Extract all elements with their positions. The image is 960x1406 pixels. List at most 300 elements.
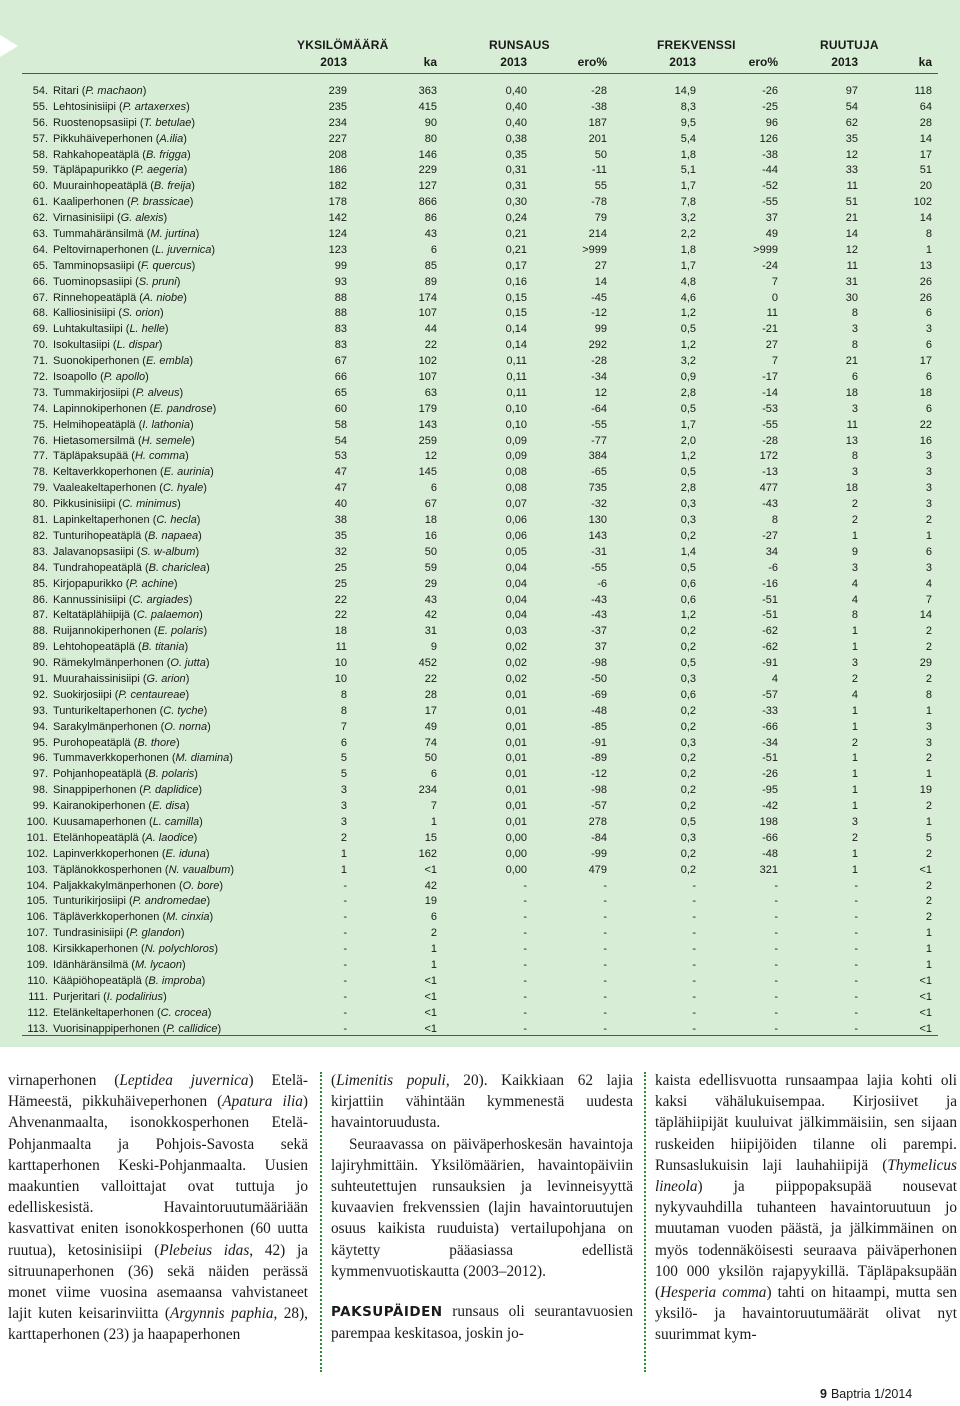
squares-2013: - [854, 943, 858, 956]
species-name [53, 640, 188, 656]
frequency-2013: 0,5 [680, 402, 696, 415]
common-name: Vaaleakeltaperhonen ( [53, 482, 163, 495]
closing-paren: ) [163, 212, 168, 225]
squares-2013: 11 [846, 259, 858, 272]
abundance-diff: 50 [594, 148, 607, 161]
row-number: 69. [32, 323, 48, 336]
species-name [53, 672, 189, 688]
closing-paren: ) [198, 784, 203, 797]
frequency-2013: 1,7 [680, 259, 696, 272]
frequency-2013: 0,3 [680, 498, 696, 511]
frequency-diff: -42 [762, 800, 778, 813]
abundance-2013: 0,17 [505, 259, 527, 272]
common-name: Etelänkeltaperhonen ( [53, 1006, 161, 1019]
count-2013: 142 [328, 212, 347, 225]
text-segment: ) Etelä-Hämeestä, pikkuhäiveperhonen ( [8, 1072, 309, 1111]
closing-paren: ) [158, 339, 163, 352]
frequency-diff: -62 [762, 641, 778, 654]
frequency-2013: 2,2 [680, 228, 696, 241]
frequency-2013: - [692, 895, 696, 908]
abundance-2013: 0,21 [505, 243, 527, 256]
count-avg: 50 [424, 545, 437, 558]
table-row [0, 942, 960, 958]
row-number: 94. [32, 720, 48, 733]
count-2013: 1 [340, 863, 347, 876]
count-avg: 50 [424, 752, 437, 765]
count-avg: 89 [424, 275, 437, 288]
abundance-diff: 479 [588, 863, 607, 876]
table-row [0, 354, 960, 370]
latin-name: C. hecla [156, 514, 197, 527]
closing-paren: ) [163, 990, 167, 1003]
squares-2013: 3 [851, 402, 858, 415]
squares-2013: - [854, 879, 858, 892]
table-row [0, 402, 960, 418]
species-name [53, 481, 207, 497]
row-number: 104. [26, 879, 48, 892]
abundance-diff: - [603, 1006, 607, 1019]
latin-name: O. jutta [170, 657, 206, 670]
table-row [0, 449, 960, 465]
row-number: 111. [28, 990, 48, 1003]
count-avg: 1 [430, 815, 437, 828]
count-avg: 107 [418, 371, 437, 384]
frequency-diff: - [774, 895, 778, 908]
table-row [0, 751, 960, 767]
abundance-2013: 0,21 [505, 228, 527, 241]
squares-avg: <1 [919, 1022, 932, 1035]
abundance-diff: -91 [591, 736, 607, 749]
abundance-2013: 0,14 [505, 339, 527, 352]
row-number: 84. [32, 561, 48, 574]
frequency-2013: 0,9 [680, 371, 696, 384]
latin-name: E. pandrose [153, 402, 213, 415]
species-name [53, 338, 162, 354]
squares-2013: 2 [851, 672, 858, 685]
frequency-2013: 0,3 [680, 514, 696, 527]
count-2013: 60 [334, 402, 347, 415]
abundance-diff: -31 [591, 545, 607, 558]
row-number: 105. [26, 895, 48, 908]
closing-paren: ) [145, 371, 149, 384]
count-avg: 415 [418, 100, 437, 113]
abundance-diff: - [603, 911, 607, 924]
species-name [53, 291, 187, 307]
table-row [0, 783, 960, 799]
frequency-diff: - [774, 879, 778, 892]
table-row [0, 84, 960, 100]
squares-avg: 2 [925, 911, 932, 924]
table-row [0, 434, 960, 450]
row-number: 60. [32, 180, 48, 193]
frequency-diff: 8 [771, 514, 778, 527]
species-name [53, 1006, 211, 1022]
squares-avg: 3 [925, 736, 932, 749]
closing-paren: ) [207, 1006, 212, 1019]
abundance-2013: 0,40 [505, 100, 527, 113]
species-name [53, 847, 210, 863]
species-name [53, 163, 187, 179]
frequency-2013: 1,2 [680, 609, 696, 622]
text-segment: kaista edellisvuotta runsaampaa lajia kohti oli kaksi vähälukuisempaa. Kirjosiivet ja täplähiipijät kuuluivat jälkimmäisiin, sen sijaan ruskeiden hiipijöiden tilanne oli parempi. Runsaslukuisin laji lauhahiipijä ( [655, 1072, 957, 1174]
species-name [53, 688, 189, 704]
row-number: 88. [32, 625, 48, 638]
common-name: Ruostenopsasiipi ( [53, 116, 144, 129]
header-frekvenssi: FREKVENSSI [657, 38, 736, 52]
abundance-diff: 735 [588, 482, 607, 495]
count-2013: 6 [340, 736, 347, 749]
frequency-2013: 0,2 [680, 752, 696, 765]
frequency-2013: 8,3 [680, 100, 696, 113]
closing-paren: ) [219, 879, 223, 892]
species-name [53, 386, 183, 402]
row-number: 75. [32, 418, 48, 431]
frequency-diff: 7 [771, 275, 778, 288]
frequency-diff: -55 [762, 418, 778, 431]
count-2013: 186 [328, 164, 347, 177]
latin-name: Apatura ilia [222, 1093, 303, 1111]
count-2013: 5 [340, 768, 347, 781]
species-name [53, 815, 203, 831]
species-name [53, 783, 202, 799]
count-avg: 229 [418, 164, 437, 177]
common-name: Tummaverkkoperhonen ( [53, 752, 176, 765]
latin-name: M. diamina [175, 752, 230, 765]
frequency-diff: - [774, 943, 778, 956]
species-name [53, 751, 233, 767]
squares-2013: 14 [845, 228, 858, 241]
species-name [53, 211, 167, 227]
squares-avg: 3 [925, 561, 932, 574]
abundance-2013: 0,01 [505, 784, 527, 797]
squares-2013: 1 [851, 625, 858, 638]
count-2013: 239 [328, 85, 347, 97]
squares-2013: - [854, 911, 858, 924]
squares-2013: - [854, 927, 858, 940]
squares-avg: <1 [919, 990, 932, 1003]
frequency-diff: 126 [759, 132, 778, 145]
squares-avg: 19 [919, 784, 932, 797]
squares-avg: 6 [925, 339, 932, 352]
abundance-2013: - [523, 1022, 527, 1035]
squares-2013: 18 [845, 386, 858, 399]
species-name [53, 434, 195, 450]
abundance-diff: -37 [591, 625, 607, 638]
latin-name: Limenitis populi [336, 1072, 446, 1089]
table-row [0, 624, 960, 640]
abundance-2013: 0,04 [505, 593, 527, 606]
squares-avg: <1 [919, 974, 932, 987]
frequency-diff: 4 [771, 672, 778, 685]
abundance-diff: -34 [591, 371, 607, 384]
table-row [0, 116, 960, 132]
row-number: 113. [27, 1022, 48, 1035]
latin-name: P. machaon [85, 85, 143, 97]
abundance-2013: - [523, 958, 527, 971]
count-2013: 32 [334, 545, 347, 558]
abundance-2013: 0,09 [505, 434, 527, 447]
frequency-diff: 27 [765, 339, 778, 352]
squares-2013: 4 [851, 577, 858, 590]
squares-avg: 13 [919, 259, 932, 272]
squares-avg: 28 [919, 116, 932, 129]
count-avg: 18 [424, 514, 437, 527]
count-avg: 107 [418, 307, 437, 320]
frequency-diff: -52 [762, 180, 778, 193]
species-name [53, 561, 210, 577]
species-name [53, 624, 207, 640]
row-number: 63. [32, 228, 48, 241]
squares-avg: 3 [925, 720, 932, 733]
frequency-2013: 2,8 [680, 386, 696, 399]
table-row [0, 179, 960, 195]
count-avg: 67 [424, 498, 437, 511]
latin-name: N. vaualbum [168, 863, 231, 876]
common-name: Suokirjosiipi ( [53, 688, 119, 701]
count-avg: 74 [424, 736, 437, 749]
squares-avg: 3 [925, 466, 932, 479]
closing-paren: ) [186, 100, 190, 113]
frequency-2013: 0,6 [680, 688, 696, 701]
table-row [0, 688, 960, 704]
table-body [0, 84, 960, 1037]
common-name: Tuominopsasiipi ( [53, 275, 139, 288]
squares-avg: 2 [925, 514, 932, 527]
table-row [0, 465, 960, 481]
count-2013: 53 [334, 450, 347, 463]
latin-name: M. jurtina [150, 228, 196, 241]
closing-paren: ) [180, 927, 185, 940]
frequency-diff: - [774, 927, 778, 940]
count-avg: 31 [424, 625, 437, 638]
species-name [53, 195, 193, 211]
squares-avg: 14 [919, 609, 932, 622]
frequency-diff: >999 [753, 243, 778, 256]
abundance-2013: 0,14 [505, 323, 527, 336]
table-row [0, 894, 960, 910]
subheader-ka: ka [918, 55, 932, 69]
count-2013: 8 [340, 688, 347, 701]
squares-2013: 51 [845, 196, 858, 209]
frequency-diff: -95 [762, 784, 778, 797]
squares-2013: 18 [845, 482, 858, 495]
latin-name: C. crocea [160, 1006, 208, 1019]
species-name [53, 449, 189, 465]
page-number: 9 [820, 1387, 827, 1401]
squares-avg: 6 [925, 545, 932, 558]
closing-paren: ) [209, 911, 214, 924]
latin-name: E. disa [152, 800, 186, 813]
row-number: 86. [32, 593, 48, 606]
latin-name: B. thore [137, 736, 176, 749]
common-name: Etelänhopeatäplä ( [53, 831, 146, 844]
row-number: 82. [32, 529, 48, 542]
table-row [0, 322, 960, 338]
abundance-2013: 0,01 [505, 752, 527, 765]
count-2013: 25 [334, 577, 347, 590]
count-2013: 88 [334, 307, 347, 320]
species-name [53, 402, 216, 418]
frequency-diff: 49 [765, 228, 778, 241]
closing-paren: ) [212, 402, 217, 415]
count-2013: - [343, 943, 347, 956]
row-number: 83. [32, 545, 48, 558]
squares-avg: 29 [919, 657, 932, 670]
table-row [0, 132, 960, 148]
table-row [0, 990, 960, 1006]
latin-name: P. alveus [135, 386, 180, 399]
frequency-2013: - [692, 1022, 696, 1035]
common-name: Tummakirjosiipi ( [53, 386, 136, 399]
squares-2013: 6 [851, 371, 858, 384]
common-name: Ritari ( [53, 85, 86, 97]
row-number: 55. [32, 100, 48, 113]
closing-paren: ) [198, 529, 202, 542]
count-2013: 3 [340, 784, 347, 797]
squares-2013: 21 [845, 212, 858, 225]
count-avg: 49 [424, 720, 437, 733]
abundance-diff: 79 [594, 212, 607, 225]
latin-name: L. dispar [116, 339, 159, 352]
count-avg: 145 [418, 466, 437, 479]
latin-name: T. betulae [143, 116, 192, 129]
frequency-diff: -55 [762, 196, 778, 209]
count-2013: 66 [334, 371, 347, 384]
row-number: 89. [32, 641, 48, 654]
count-avg: 7 [430, 800, 437, 813]
common-name: Täplänokkosperhonen ( [53, 863, 169, 876]
latin-name: Leptidea juvernica [119, 1072, 249, 1089]
common-name: Jalavanopsasiipi ( [53, 545, 141, 558]
row-number: 64. [32, 243, 48, 256]
count-avg: 6 [430, 768, 437, 781]
table-row [0, 497, 960, 513]
latin-name: P. daplidice [142, 784, 199, 797]
squares-avg: 3 [925, 323, 932, 336]
common-name: Tunturikeltaperhonen ( [53, 704, 164, 717]
closing-paren: ) [185, 688, 190, 701]
abundance-diff: -65 [591, 466, 607, 479]
common-name: Isoapollo ( [53, 371, 104, 384]
row-number: 62. [32, 212, 48, 225]
abundance-diff: -32 [591, 498, 607, 511]
row-number: 79. [32, 482, 48, 495]
frequency-2013: 0,3 [680, 672, 696, 685]
count-2013: 11 [335, 641, 347, 654]
squares-2013: 1 [851, 800, 858, 813]
count-avg: 234 [418, 784, 437, 797]
common-name: Idänhäränsilmä ( [53, 958, 135, 971]
row-number: 66. [32, 275, 48, 288]
table-row [0, 958, 960, 974]
row-number: 59. [32, 164, 48, 177]
squares-2013: 2 [851, 831, 858, 844]
abundance-diff: - [603, 927, 607, 940]
closing-paren: ) [217, 1022, 222, 1035]
closing-paren: ) [205, 657, 210, 670]
common-name: Kirjopapurikko ( [53, 577, 130, 590]
count-avg: 146 [418, 148, 437, 161]
common-name: Lapinkeltaperhonen ( [53, 514, 157, 527]
closing-paren: ) [203, 482, 207, 495]
frequency-2013: 1,2 [680, 450, 696, 463]
abundance-2013: 0,24 [505, 212, 527, 225]
species-name [53, 370, 149, 386]
text-segment: , 20). Kaikkiaan 62 lajia kirjattiin vähintään kymmenestä uudesta havaintoruudusta. [331, 1072, 633, 1132]
squares-2013: 13 [845, 434, 858, 447]
species-name [53, 799, 189, 815]
row-number: 102. [26, 847, 48, 860]
species-name [53, 910, 213, 926]
latin-name: A.ilia [159, 132, 184, 145]
common-name: Tunturikirjosiipi ( [53, 895, 133, 908]
count-2013: 22 [334, 609, 347, 622]
column-divider [320, 1072, 322, 1372]
article-column-3 [655, 1070, 957, 1346]
abundance-2013: 0,40 [505, 85, 527, 97]
abundance-diff: 27 [594, 259, 607, 272]
latin-name: Plebeius idas [159, 1241, 250, 1259]
abundance-diff: 143 [588, 529, 607, 542]
species-name [53, 513, 200, 529]
latin-name: E. aurinia [163, 466, 211, 479]
count-avg: 42 [424, 879, 437, 892]
abundance-2013: 0,04 [505, 561, 527, 574]
latin-name: B. freija [153, 180, 192, 193]
common-name: Lapinverkkoperhonen ( [53, 847, 166, 860]
squares-2013: - [854, 990, 858, 1003]
abundance-diff: -50 [591, 672, 607, 685]
count-2013: 25 [334, 561, 347, 574]
squares-avg: 7 [925, 593, 932, 606]
row-number: 85. [32, 577, 48, 590]
frequency-diff: -53 [762, 402, 778, 415]
abundance-diff: -38 [591, 100, 607, 113]
table-row [0, 1006, 960, 1022]
squares-avg: 17 [919, 355, 932, 368]
common-name: Tummahäränsilmä ( [53, 228, 151, 241]
frequency-diff: -27 [762, 529, 778, 542]
squares-avg: 18 [919, 386, 932, 399]
row-number: 109. [26, 958, 48, 971]
count-avg: 59 [424, 561, 437, 574]
frequency-diff: -28 [762, 434, 778, 447]
row-number: 90. [32, 657, 48, 670]
squares-2013: 11 [846, 180, 858, 193]
count-2013: 234 [328, 116, 347, 129]
table-row [0, 195, 960, 211]
abundance-2013: 0,31 [505, 164, 527, 177]
species-name [53, 84, 146, 100]
count-avg: 22 [424, 339, 437, 352]
count-avg: <1 [424, 990, 437, 1003]
latin-name: H. comma [134, 450, 186, 463]
latin-name: O. bore [182, 879, 220, 892]
abundance-diff: - [603, 895, 607, 908]
count-2013: 227 [328, 132, 347, 145]
squares-avg: 1 [925, 243, 932, 256]
count-2013: 67 [334, 355, 347, 368]
abundance-2013: 0,07 [505, 498, 527, 511]
row-number: 70. [32, 339, 48, 352]
count-avg: 63 [424, 386, 437, 399]
abundance-2013: 0,16 [505, 275, 527, 288]
count-2013: 35 [334, 529, 347, 542]
closing-paren: ) [183, 132, 187, 145]
abundance-2013: - [523, 927, 527, 940]
common-name: Kaaliperhonen ( [53, 196, 131, 209]
row-number: 112. [27, 1006, 48, 1019]
